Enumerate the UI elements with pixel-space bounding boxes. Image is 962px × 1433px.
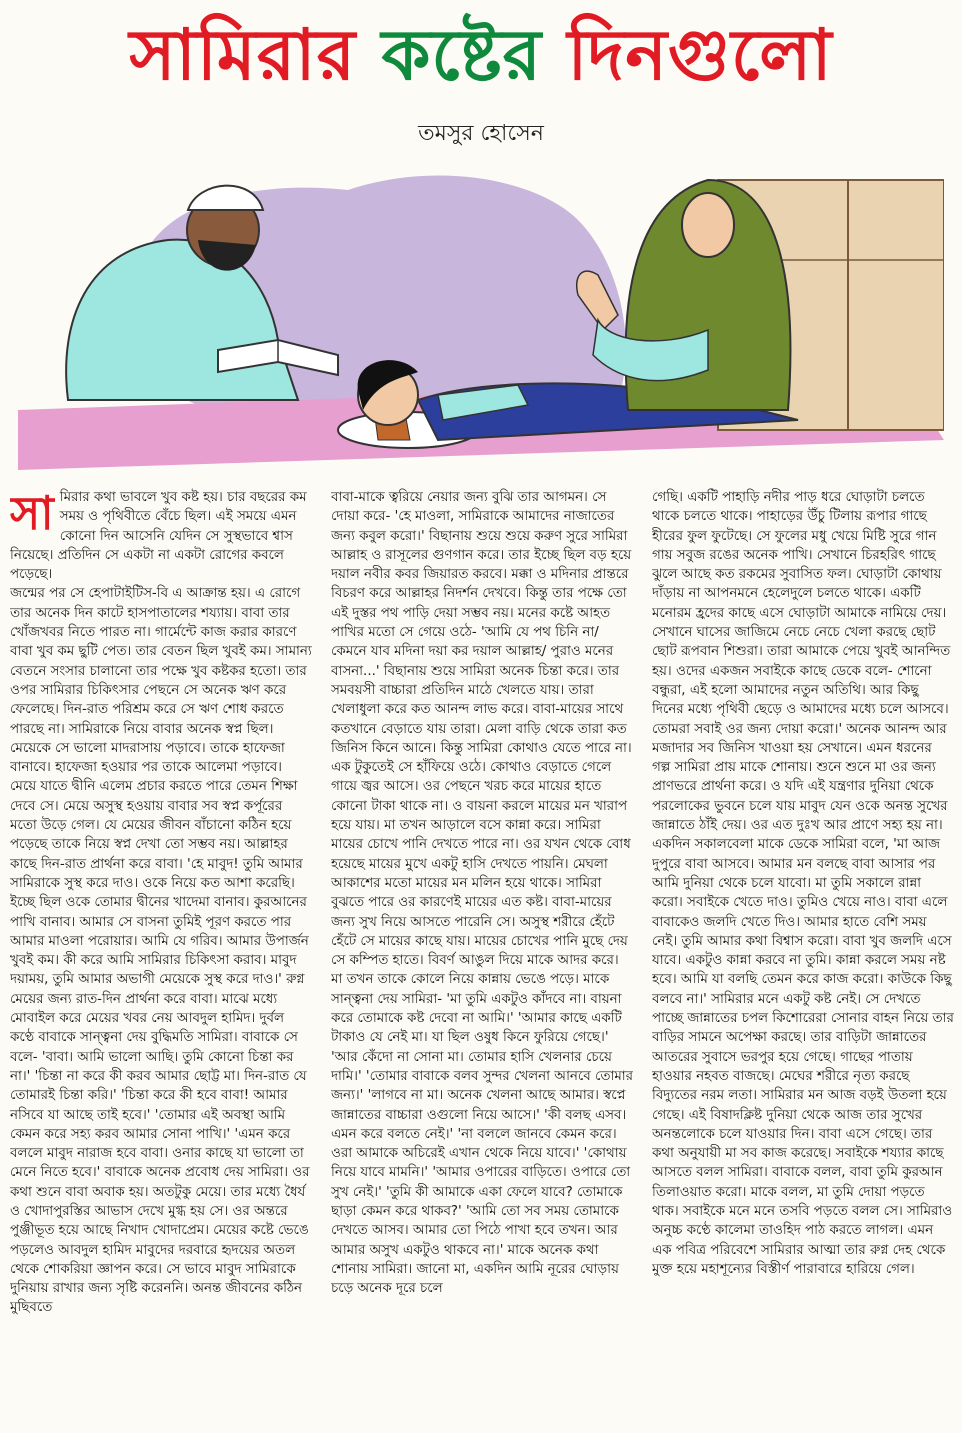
paragraph: গেছি। একটি পাহাড়ি নদীর পাড় ধরে ঘোড়াটা চলতে থাকে চলতে থাকে। পাহাড়ের উঁচু টিলায় রূপার গাছে হীরের ফুল ফুটেছে। সে ফুলের মধু খেয়ে মিষ্টি সুরে গান গায় সবুজ রঙের অনেক পাখি। সেখানে চিরহরিৎ গাছে ঝুলে আছে কত রকমের সুবাসিত ফল। ঘোড়াটা কোথায় দাঁড়ায় না আপনমনে হেলেদুলে চলতে থাকে। একটি মনোরম হ্রদের কাছে এসে ঘোড়াটা আমাকে নামিয়ে দেয়। সেখানে ঘাসের জাজিমে নেচে নেচে খেলা করছে ছোট ছোট রূপবান শিশুরা। তারা আমাকে পেয়ে খুবই আনন্দিত হয়। ওদের একজন সবাইকে কাছে ডেকে বলে- শোনো বন্ধুরা, এই হলো আমাদের নতুন অতিথি। আর কিছু দিনের মধ্যে পৃথিবী ছেড়ে ও আমাদের মধ্যে চলে আসবে। তোমরা সবাই ওর জন্য দোয়া করো।' অনেক আনন্দ আর মজাদার সব জিনিস খাওয়া হয় সেখানে। এমন ধরনের গল্প সামিরা প্রায় মাকে শোনায়। শুনে শুনে মা ওর জন্য প্রাণভরে প্রার্থনা করে। ও যদি এই যন্ত্রণার দুনিয়া থেকে পরলোকের ভুবনে চলে যায় মাবুদ যেন ওকে অনন্ত সুখের জান্নাতে ঠাঁই দেয়। ওর এত দুঃখ আর প্রাণে সহ্য হয় না। একদিন সকালবেলা মাকে ডেকে সামিরা বলে, 'মা আজ দুপুরে বাবা আসবে। আমার মন বলছে বাবা আসার পর আমি দুনিয়া থেকে চলে যাবো। মা তুমি সকালে রান্না করো। সবাইকে খেতে দাও। তুমিও খেয়ে নাও। বাবা এলে বাবাকেও জলদি খেতে দিও। আমার হাতে বেশি সময় নেই। তুমি আমার কথা বিশ্বাস করো। বাবা খুব জলদি এসে যাবে। একটুও কান্না করবে না তুমি। কান্না করলে সময় নষ্ট হবে। আমি যা বলছি তেমন করে কাজ করো। কাউকে কিছু বলবে না।' সামিরার মনে একটু কষ্ট নেই। সে দেখতে পাচ্ছে জান্নাতের চপল কিশোরেরা সোনার বাহন নিয়ে তার বাড়ির সামনে অপেক্ষা করছে। তার বাড়িটা জান্নাতের আতরের সুবাসে ভরপুর হয়ে গেছে। গাছের পাতায় হাওয়ার নহবত বাজছে। মেঘের শরীরে নৃত্য করছে বিদ্যুতের নরম লতা। সামিরার মন আজ বড়ই উতলা হয়ে গেছে। এই বিষাদক্লিষ্ট দুনিয়া থেকে আজ তার সুখের অনন্তলোকে চলে যাওয়ার দিন। বাবা এসে গেছে। তার কথা অনুযায়ী মা সব কাজ করেছে। সবাইকে শয্যার কাছে আসতে বলল সামিরা। বাবাকে বলল, বাবা তুমি কুরআন তিলাওয়াত করো। মাকে বলল, মা তুমি দোয়া পড়তে থাক। সবাইকে মনে মনে তসবি পড়তে বলল সে। সামিরাও অনুচ্চ কণ্ঠে কালেমা তাওহিদ পাঠ করতে লাগল। এমন এক পবিত্র পরিবেশে সামিরার আত্মা তার রুগ্ন দেহ থেকে মুক্ত হয়ে মহাশূন্যের বিস্তীর্ণ পারাবারে হারিয়ে গেল। [652, 490, 954, 1277]
paragraph [10, 488, 312, 584]
title-part-1: সামিরার [129, 14, 357, 96]
author-byline: তমসুর হোসেন [418, 121, 544, 146]
title-part-2: কষ্টের [381, 14, 543, 96]
article-title [0, 10, 962, 100]
article-column-3 [652, 488, 954, 1423]
opening-text: মিরার কথা ভাবলে খুব কষ্ট হয়। চার বছরের কম সময় ও পৃথিবীতে বেঁচে ছিল। এই সময়ে এমন কোনো দিন আসেনি যেদিন সে সুস্থভাবে শ্বাস নিয়েছে। প্রতিদিন সে একটা না একটা রোগের কবলে পড়েছে। [10, 490, 307, 583]
drop-cap: সা [10, 488, 54, 540]
title-part-3: দিনগুলো [567, 14, 833, 96]
article-body [10, 488, 954, 1423]
article-column-2 [331, 488, 633, 1423]
paragraph: জন্মের পর সে হেপাটাইটিস-বি এ আক্রান্ত হয়। এ রোগে তার অনেক দিন কাটে হাসপাতালের শয্যায়। বাবা তার খোঁজখবর নিতে পারত না। গার্মেন্টে কাজ করার কারণে বাবা খুব কম ছুটি পেত। তার বেতন ছিল খুবই কম। সামান্য বেতনে সংসার চালানো তার পক্ষে খুব কষ্টকর হতো। তার ওপর সামিরার চিকিৎসার পেছনে সে অনেক ঋণ করে ফেলেছে। দিন-রাত পরিশ্রম করে সে ঋণ শোধ করতে পারছে না। সামিরাকে নিয়ে বাবার অনেক স্বপ্ন ছিল। মেয়েকে সে ভালো মাদরাসায় পড়াবে। তাকে হাফেজা বানাবে। হাফেজা হওয়ার পর তাকে আলেমা পড়াবে। মেয়ে যাতে দ্বীনি এলেম প্রচার করতে পারে তেমন শিক্ষা দেবে সে। মেয়ে অসুস্থ হওয়ায় বাবার সব স্বপ্ন কর্পূরের মতো উড়ে গেল। যে মেয়ের জীবন বাঁচানো কঠিন হয়ে পড়েছে তাকে নিয়ে স্বপ্ন দেখা তো সম্ভব নয়। আল্লাহর কাছে দিন-রাত প্রার্থনা করে বাবা। 'হে মাবুদ! তুমি আমার সামিরাকে সুস্থ করে দাও। ওকে নিয়ে কত আশা করেছি। ইচ্ছে ছিল ওকে তোমার দ্বীনের খাদেমা বানাব। কুরআনের পাখি বানাব। আমার সে বাসনা তুমিই পূরণ করতে পার আমার মাওলা পরোয়ার। আমি যে গরিব। আমার উপার্জন খুবই কম। কী করে আমি সামিরার চিকিৎসা করাব। মাবুদ দয়াময়, তুমি আমার অভাগী মেয়েকে সুস্থ করে দাও।' রুগ্ন মেয়ের জন্য রাত-দিন প্রার্থনা করে বাবা। মাঝে মধ্যে মোবাইল করে মেয়ের খবর নেয় আবদুল হামিদ। দুর্বল কণ্ঠে বাবাকে সান্ত্বনা দেয় বুদ্ধিমতি সামিরা। বাবাকে সে বলে- 'বাবা। আমি ভালো আছি। তুমি কোনো চিন্তা কর না।' 'চিন্তা না করে কী করব আমার ছোট্ট মা। দিন-রাত যে তোমারই চিন্তা করি।' 'চিন্তা করে কী হবে বাবা! আমার নসিবে যা আছে তাই হবে।' 'তোমার এই অবস্থা আমি কেমন করে সহ্য করব আমার সোনা পাখি।' 'এমন করে বললে মাবুদ নারাজ হবে বাবা। ওনার কাছে যা ভালো তা মেনে নিতে হবে।' বাবাকে অনেক প্রবোধ দেয় সামিরা। ওর কথা শুনে বাবা অবাক হয়। অতটুকু মেয়ে। তার মধ্যে ধৈর্য ও খোদাপুরস্তির আভাস দেখে মুগ্ধ হয় সে। ওর অন্তরে পুঞ্জীভূত হয়ে আছে নিখাদ খোদাপ্রেম। মেয়ের কষ্টে ভেঙে পড়লেও আবদুল হামিদ মাবুদের দরবারে হৃদয়ের অতল থেকে শোকরিয়া জ্ঞাপন করে। সে ভাবে মাবুদ সামিরাকে দুনিয়ায় রাখার জন্য সৃষ্টি করেননি। অনন্ত জীবনের কঠিন মুছিবতে [10, 586, 312, 1316]
article-column-1 [10, 488, 312, 1423]
paragraph: বাবা-মাকে ত্বরিয়ে নেয়ার জন্য বুঝি তার আগমন। সে দোয়া করে- 'হে মাওলা, সামিরাকে আমাদের নাজাতের জন্য কবুল করো।' বিছানায় শুয়ে শুয়ে করুণ সুরে সামিরা আল্লাহ ও রাসূলের গুণগান করে। তার ইচ্ছে ছিল বড় হয়ে দয়াল নবীর কবর জিয়ারত করবে। মক্কা ও মদিনার প্রান্তরে বিচরণ করে আল্লাহর নিদর্শন দেখবে। কিন্তু তার পক্ষে তো এই দুস্তর পথ পাড়ি দেয়া সম্ভব নয়। মনের কষ্টে আহত পাখির মতো সে গেয়ে ওঠে- 'আমি যে পথ চিনি না/ কেমনে যাব মদিনা দয়া কর দয়াল আল্লাহ/ পুরাও মনের বাসনা...' বিছানায় শুয়ে সামিরা অনেক চিন্তা করে। তার সমবয়সী বাচ্চারা প্রতিদিন মাঠে খেলতে যায়। তারা খেলাধুলা করে কত আনন্দ লাভ করে। বাবা-মায়ের সাথে কতখানে বেড়াতে যায় তারা। মেলা বাড়ি থেকে তারা কত জিনিস কিনে আনে। কিন্তু সামিরা কোথাও যেতে পারে না। এক টুকুতেই সে হাঁফিয়ে ওঠে। কোথাও বেড়াতে গেলে গায়ে জ্বর আসে। ওর পেছনে খরচ করে মায়ের হাতে কোনো টাকা থাকে না। ও বায়না করলে মায়ের মন খারাপ হয়ে যায়। মা তখন আড়ালে বসে কান্না করে। সামিরা মায়ের চোখে পানি দেখতে পারে না। ওর যখন থেকে বোধ হয়েছে মায়ের মুখে একটু হাসি দেখতে পায়নি। মেঘলা আকাশের মতো মায়ের মন মলিন হয়ে থাকে। সামিরা বুঝতে পারে ওর কারণেই মায়ের এত কষ্ট। বাবা-মায়ের জন্য সুখ নিয়ে আসতে পারেনি সে। অসুস্থ শরীরে হেঁটে হেঁটে সে মায়ের কাছে যায়। মায়ের চোখের পানি মুছে দেয় সে কম্পিত হাতে। বিবর্ণ আঙুল দিয়ে মাকে আদর করে। মা তখন তাকে কোলে নিয়ে কান্নায় ভেঙে পড়ে। মাকে সান্ত্বনা দেয় সামিরা- 'মা তুমি একটুও কাঁদবে না। বায়না করে তোমাকে কষ্ট দেবো না আমি।' 'আমার কাছে একটি টাকাও যে নেই মা। যা ছিল ওষুধ কিনে ফুরিয়ে গেছে।' 'আর কেঁদো না সোনা মা। তোমার হাসি খেলনার চেয়ে দামি।' 'তোমার বাবাকে বলব সুন্দর খেলনা আনবে তোমার জন্য।' 'লাগবে না মা। অনেক খেলনা আছে আমার। স্বপ্নে জান্নাতের বাচ্চারা ওগুলো নিয়ে আসে।' 'কী বলছ এসব। এমন করে বলতে নেই।' 'না বললে জানবে কেমন করে। ওরা আমাকে অচিরেই এখান থেকে নিয়ে যাবে।' 'কোথায় নিয়ে যাবে মামনি।' 'আমার ওপারের বাড়িতে। ওপারে তো সুখ নেই।' 'তুমি কী আমাকে একা ফেলে যাবে? তোমাকে ছাড়া কেমন করে থাকব?' 'আমি তো সব সময় তোমাকে দেখতে আসব। আমার তো পিঠে পাখা হবে তখন। আর আমার অসুখ একটুও থাকবে না।' মাকে অনেক কথা শোনায় সামিরা। জানো মা, একদিন আমি নূরের ঘোড়ায় চড়ে অনেক দূরে চলে [331, 490, 633, 1297]
story-illustration [18, 140, 944, 470]
